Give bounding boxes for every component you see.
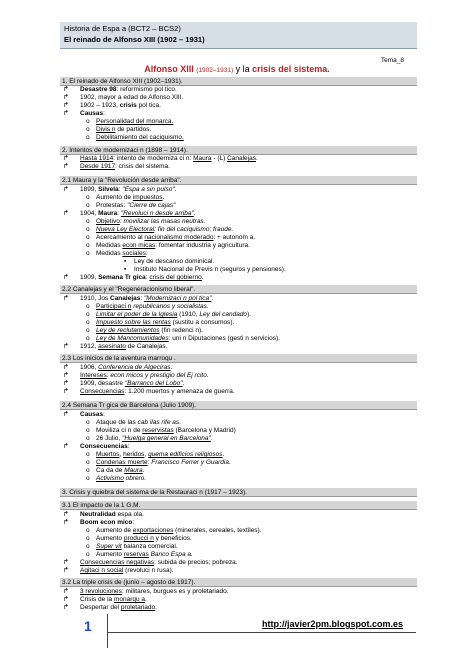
sub-item <box>86 527 261 535</box>
arrow-icon: ↱ <box>63 94 69 101</box>
text-f3b: reservistas <box>142 427 174 434</box>
list-item <box>80 388 235 396</box>
arrow-icon: ↱ <box>63 372 69 379</box>
bullet-icon: o <box>86 543 90 550</box>
text-h2a: Crisis de la <box>80 596 114 603</box>
title-years: (1902–1931) <box>196 67 234 74</box>
text-f9a: Activismo <box>96 475 124 482</box>
text-e1a: 1906, <box>80 364 99 371</box>
text-g7b: : subida de precios; pobreza. <box>154 559 238 566</box>
sub-item <box>86 218 205 226</box>
text-e3a: 1909, desastre <box>80 380 125 387</box>
list-item <box>80 411 105 419</box>
bullet-icon: o <box>86 551 90 558</box>
text-g8b: (revoluci n rusa). <box>123 567 174 574</box>
text-c12a: 1909, <box>80 274 99 281</box>
list-item <box>80 567 174 575</box>
sub-item <box>86 234 255 242</box>
sub-item <box>86 419 181 427</box>
text-c9c: : <box>145 250 148 257</box>
sub-item <box>86 435 213 443</box>
text-f8b: Maura <box>124 467 143 474</box>
list-item <box>80 295 213 303</box>
text-g1a: Neutralidad <box>80 511 116 518</box>
sub-item <box>86 194 164 202</box>
text-d7b: asesinato <box>98 343 126 350</box>
text-g2a: Boom econ mico <box>80 519 133 526</box>
text-a3c: pol tica. <box>136 102 161 109</box>
text-c12e: . <box>201 274 204 281</box>
text-d7c: de Canalejas. <box>125 343 168 350</box>
sub-item <box>86 543 178 551</box>
sub-item <box>86 427 236 435</box>
arrow-icon: ↱ <box>63 86 69 93</box>
unit-title: El reinado de Alfonso XIII (1902 – 1931) <box>64 35 205 44</box>
text-a1b: : reformismo pol tico. <box>116 86 177 93</box>
text-d3d: ). <box>247 311 252 318</box>
text-f5: Consecuencias <box>80 443 128 450</box>
arrow-icon: ↱ <box>63 559 69 566</box>
sub-item <box>86 467 144 475</box>
text-f5c: : <box>127 443 130 450</box>
text-c7b: nacionalismo moderado <box>144 234 214 241</box>
list-item <box>80 519 134 527</box>
text-h3c: . <box>155 604 157 611</box>
bullet-icon: o <box>86 202 90 209</box>
title-part2: y la <box>233 64 253 74</box>
text-c12c: : <box>145 274 150 281</box>
arrow-icon: ↱ <box>63 210 69 217</box>
section-heading: 2. Intentos de modernizaci n (1898 – 1914). <box>60 146 417 155</box>
text-f6d: , <box>144 451 149 458</box>
arrow-icon: ↱ <box>63 380 69 387</box>
text-g6a: Aumento <box>96 551 124 558</box>
text-f7b: : <box>147 459 152 466</box>
sub-item <box>86 202 175 210</box>
text-g6c: Banco Espa a. <box>148 551 193 558</box>
bullet-icon: o <box>86 194 90 201</box>
text-c3b: "Cierre de cajas" <box>127 202 176 209</box>
arrow-icon: ↱ <box>63 274 69 281</box>
text-e4a: Consecuencias <box>80 388 125 395</box>
text-e1b: Conferencia de Algeciras <box>98 364 171 371</box>
text-f8c: . <box>142 467 145 474</box>
bullet-icon: o <box>86 250 90 257</box>
arrow-icon: ↱ <box>63 519 69 526</box>
footer-divider-horizontal <box>108 632 416 633</box>
text-b1f: . <box>256 155 258 162</box>
text-g3b: exportaciones <box>132 527 174 534</box>
bullet-icon: o <box>86 242 90 249</box>
text-f6b: , <box>119 451 124 458</box>
page-title <box>0 64 474 74</box>
text-c2c: . <box>162 194 165 201</box>
text-c4b: Maura <box>98 210 118 217</box>
text-a3b: crisis <box>119 102 137 109</box>
text-b1d: - (L) <box>211 155 228 162</box>
arrow-icon: ↱ <box>63 596 69 603</box>
page-number: 1 <box>84 618 92 634</box>
text-d5a: Ley de reclutamientos <box>96 327 160 334</box>
text-f8a: Ca da de <box>96 467 125 474</box>
text-f6f: . <box>222 451 225 458</box>
text-d3c: Ley del candado <box>199 311 248 318</box>
text-f9b: obrero. <box>123 475 147 482</box>
text-f7a: Condenas muerte <box>96 459 148 466</box>
text-c1b: Silvela <box>98 186 119 193</box>
text-h1b: : militares, burgues es y proletariado. <box>121 588 229 595</box>
text-d2a: Participaci n <box>96 303 132 310</box>
sub-item <box>86 459 231 467</box>
arrow-icon: ↱ <box>63 364 69 371</box>
section-heading: 3. Crisis y quiebra del sistema de la Restauraci n (1917 – 1923). <box>60 488 417 497</box>
text-g3c: (minerales, cereales, textiles). <box>173 527 262 534</box>
text-b1c: Maura <box>193 155 212 162</box>
arrow-icon: ↱ <box>63 567 69 574</box>
list-item <box>80 210 196 218</box>
text-c8a: Medidas <box>96 242 123 249</box>
list-item <box>80 155 258 163</box>
bullet-icon: o <box>86 451 90 458</box>
text-e3c: . <box>182 380 185 387</box>
title-part3: crisis del sistema. <box>252 64 330 74</box>
text-a4-2: Divis n <box>96 126 116 133</box>
text-c9b: sociales <box>122 250 146 257</box>
text-d1e: . <box>211 295 214 302</box>
text-c3a: Protestas: <box>96 202 128 209</box>
text-d4b: (sustitu a consumos). <box>170 319 235 326</box>
text-d7a: 1912, <box>80 343 99 350</box>
list-item <box>80 596 147 604</box>
sub-item <box>86 134 184 142</box>
section-heading: 3.1 El impacto de la 1 G.M. <box>60 501 417 510</box>
list-item <box>80 186 176 194</box>
text-e2b: : econ micos y prestigio del Ej rcito. <box>106 372 209 379</box>
text-e3b: "Barranco del Lobo" <box>124 380 183 387</box>
arrow-icon: ↱ <box>63 588 69 595</box>
sub-item <box>86 242 250 250</box>
bullet-icon: o <box>86 311 90 318</box>
text-f2b: cab ilas rife as <box>137 419 180 426</box>
bullet-icon: o <box>86 335 90 342</box>
text-f2a: Ataque de las <box>96 419 138 426</box>
bullet-icon: o <box>86 427 90 434</box>
text-h3a: Despertar del <box>80 604 121 611</box>
text-c4a: 1904, <box>80 210 99 217</box>
square-bullet-icon: ▪ <box>124 266 127 273</box>
bullet-icon: o <box>86 435 90 442</box>
text-a4: Causas <box>80 110 104 117</box>
list-item <box>80 274 204 282</box>
title-part1: Alfonso XIII <box>144 64 197 74</box>
sub-sub-item <box>124 266 286 274</box>
text-h2c: . <box>145 596 147 603</box>
text-f2c: . <box>179 419 181 426</box>
text-c8c: : fomentar industria y agricultura. <box>155 242 250 249</box>
text-c1d: "Espa a sin pulso" <box>122 186 175 193</box>
arrow-icon: ↱ <box>63 411 69 418</box>
arrow-icon: ↱ <box>63 604 69 611</box>
text-f6e: quema edificios religiosos <box>148 451 223 458</box>
sub-item <box>86 319 234 327</box>
bullet-icon: o <box>86 467 90 474</box>
text-g2b: : <box>132 519 135 526</box>
text-f6c: heridos <box>123 451 145 458</box>
text-d4a: Impuesto sobre las rentas <box>96 319 171 326</box>
text-c2a: Aumento de <box>96 194 133 201</box>
bullet-icon: o <box>86 134 90 141</box>
list-item <box>80 604 157 612</box>
text-c7c: : + autonom a. <box>213 234 256 241</box>
arrow-icon: ↱ <box>63 186 69 193</box>
text-c8b: econ micas <box>122 242 156 249</box>
text-d1d: "Modernizaci n pol tica" <box>143 295 212 302</box>
text-c4c: : <box>117 210 121 217</box>
sub-item <box>86 126 151 134</box>
arrow-icon: ↱ <box>63 388 69 395</box>
bullet-icon: o <box>86 226 90 233</box>
bullet-icon: o <box>86 234 90 241</box>
text-c12b: Semana Tr gica <box>98 274 146 281</box>
sub-item <box>86 250 148 258</box>
sub-item <box>86 535 192 543</box>
sub-item <box>86 335 280 343</box>
bullet-icon: o <box>86 475 90 482</box>
text-f7d: . <box>228 459 231 466</box>
text-g8a: Agitaci n social <box>80 567 124 574</box>
list-item <box>80 364 172 372</box>
text-h3b: proletariado <box>120 604 156 611</box>
text-c6b: : fin del caciquismo; fraude. <box>154 226 234 233</box>
section-heading: 3.2 La triple crisis de (junio – agosto de 1917). <box>60 578 417 587</box>
sub-sub-item <box>124 258 214 266</box>
bullet-icon: o <box>86 327 90 334</box>
list-item <box>80 163 170 171</box>
text-g4a: Aumento <box>96 535 124 542</box>
text-f1c: : <box>103 411 105 418</box>
text-c4d: "Revoluci n desde arriba" <box>120 210 194 217</box>
text-f1: Causas <box>80 411 104 418</box>
text-f3a: Moviliza ci n de <box>96 427 143 434</box>
text-d1c: : <box>140 295 144 302</box>
sub-item <box>86 303 209 311</box>
text-c5c: movilizar las masas neutras. <box>123 218 206 225</box>
sub-item <box>86 451 224 459</box>
course-name: Historia de Espa a (BCT2 – BCS2) <box>64 24 181 33</box>
section-heading: 1. El reinado de Alfonso XIII (1902–1931). <box>60 77 417 86</box>
text-g3a: Aumento de <box>96 527 133 534</box>
document-header <box>60 22 417 49</box>
arrow-icon: ↱ <box>63 511 69 518</box>
bullet-icon: o <box>86 527 90 534</box>
text-f3c: (Barcelona y Madrid) <box>173 427 236 434</box>
sub-item <box>86 327 203 335</box>
text-b1a: Hasta 1914 <box>80 155 114 162</box>
section-heading: 2.2 Canalejas y el "Regeneracionismo liberal". <box>60 285 417 294</box>
section-heading: 2.3 Los inicios de la aventura marroqu . <box>60 354 417 363</box>
text-c11: Instituto Nacional de Previs n (seguros y pensiones). <box>134 266 286 273</box>
sub-item <box>86 551 193 559</box>
text-c2b: impuestos <box>132 194 163 201</box>
text-d3a: Limitar el poder de la Iglesia <box>96 311 178 318</box>
text-b1b: : intento de moderniza ci n: <box>113 155 194 162</box>
text-a3a: 1902 – 1923, <box>80 102 120 109</box>
text-d1b: Canalejas <box>110 295 141 302</box>
text-c12d: crisis del gobierno <box>149 274 202 281</box>
text-h1a: 3 revoluciones <box>80 588 122 595</box>
text-g7a: Consecuencias negativas <box>80 559 155 566</box>
text-c5a: Objetivo <box>96 218 120 225</box>
square-bullet-icon: ▪ <box>124 258 127 265</box>
list-item <box>80 372 209 380</box>
footer-divider-vertical <box>107 614 108 648</box>
bullet-icon: o <box>86 535 90 542</box>
text-a4c: : <box>103 110 105 117</box>
bullet-icon: o <box>86 459 90 466</box>
bullet-icon: o <box>86 419 90 426</box>
sub-item <box>86 226 233 234</box>
arrow-icon: ↱ <box>63 295 69 302</box>
text-c6a: Nueva Ley Electoral <box>96 226 155 233</box>
text-d5b: (fin redenci n). <box>159 327 203 334</box>
text-c4e: . <box>193 210 196 217</box>
text-d6a: Ley de Mancomunidades <box>96 335 169 342</box>
text-e1c: . <box>170 364 173 371</box>
list-item <box>80 511 144 519</box>
text-d3b: (1910, <box>177 311 200 318</box>
text-c1c: : <box>118 186 123 193</box>
text-f7c: Francisco Ferrer y Guardia <box>151 459 229 466</box>
text-g5a: Super vit <box>96 543 122 550</box>
text-f4a: 26 Julio, <box>96 435 123 442</box>
text-b1e: Canalejas <box>227 155 256 162</box>
text-g4c: y beneficios. <box>153 535 192 542</box>
text-h2b: monarqu a <box>113 596 146 603</box>
sub-item <box>86 475 146 483</box>
list-item <box>80 559 238 567</box>
text-b2a: Desde 1917 <box>80 163 116 170</box>
text-a4-3: Debilitamiento del caciquismo. <box>96 134 184 141</box>
arrow-icon: ↱ <box>63 343 69 350</box>
text-d6b: : uni n Diputaciones (gesti n servicios). <box>168 335 280 342</box>
text-c5b: : <box>119 218 124 225</box>
text-g5b: balanza comercial. <box>121 543 178 550</box>
list-item <box>80 443 130 451</box>
blog-link[interactable]: http://javier2pm.blogspot.com.es <box>262 619 404 629</box>
list-item <box>80 86 177 94</box>
text-a4-1: Personalidad del monarca. <box>96 118 174 125</box>
text-c7a: Acercamiento al <box>96 234 145 241</box>
bullet-icon: o <box>86 118 90 125</box>
text-c1e: . <box>174 186 177 193</box>
sub-item <box>86 118 173 126</box>
list-item <box>80 588 229 596</box>
text-c9a: Medidas <box>96 250 123 257</box>
arrow-icon: ↱ <box>63 155 69 162</box>
arrow-icon: ↱ <box>63 163 69 170</box>
bullet-icon: o <box>86 319 90 326</box>
text-f4b: "Huelga general en Barcelona" <box>122 435 211 442</box>
list-item <box>80 380 184 388</box>
section-heading: 2.1 Maura y la "Revolución desde arriba". <box>60 176 417 185</box>
text-a4-2b: de partidos. <box>115 126 152 133</box>
bullet-icon: o <box>86 303 90 310</box>
text-a1: Desastre 98 <box>80 86 117 93</box>
bullet-icon: o <box>86 218 90 225</box>
text-g6b: reservas <box>123 551 149 558</box>
text-g1b: espa ola. <box>115 511 144 518</box>
arrow-icon: ↱ <box>63 102 69 109</box>
tema-label: Tema_8 <box>380 57 404 64</box>
list-item <box>80 110 105 118</box>
list-item <box>80 343 167 351</box>
bullet-icon: o <box>86 126 90 133</box>
text-c1a: 1899, <box>80 186 99 193</box>
text-f6a: Muertos <box>96 451 120 458</box>
list-item: 1902, mayor a edad de Alfonso XIII. <box>80 94 184 101</box>
list-item <box>80 102 161 110</box>
text-d1a: 1910, Jos <box>80 295 110 302</box>
text-c10: Ley de descanso dominical. <box>134 258 215 265</box>
sub-item <box>86 311 251 319</box>
text-e4b: : 1.200 muertos y amenaza de guerra. <box>124 388 235 395</box>
arrow-icon: ↱ <box>63 110 69 117</box>
arrow-icon: ↱ <box>63 443 69 450</box>
text-d2c: republicanos y socialistas. <box>133 303 209 310</box>
text-g4b: producci n <box>123 535 154 542</box>
section-heading: 2.4 Semana Tr gica de Barcelona (Julio 1909). <box>60 401 417 410</box>
text-e2a: Intereses <box>80 372 107 379</box>
text-f4c: . <box>210 435 213 442</box>
text-b2b: : crisis del sistema. <box>115 163 170 170</box>
